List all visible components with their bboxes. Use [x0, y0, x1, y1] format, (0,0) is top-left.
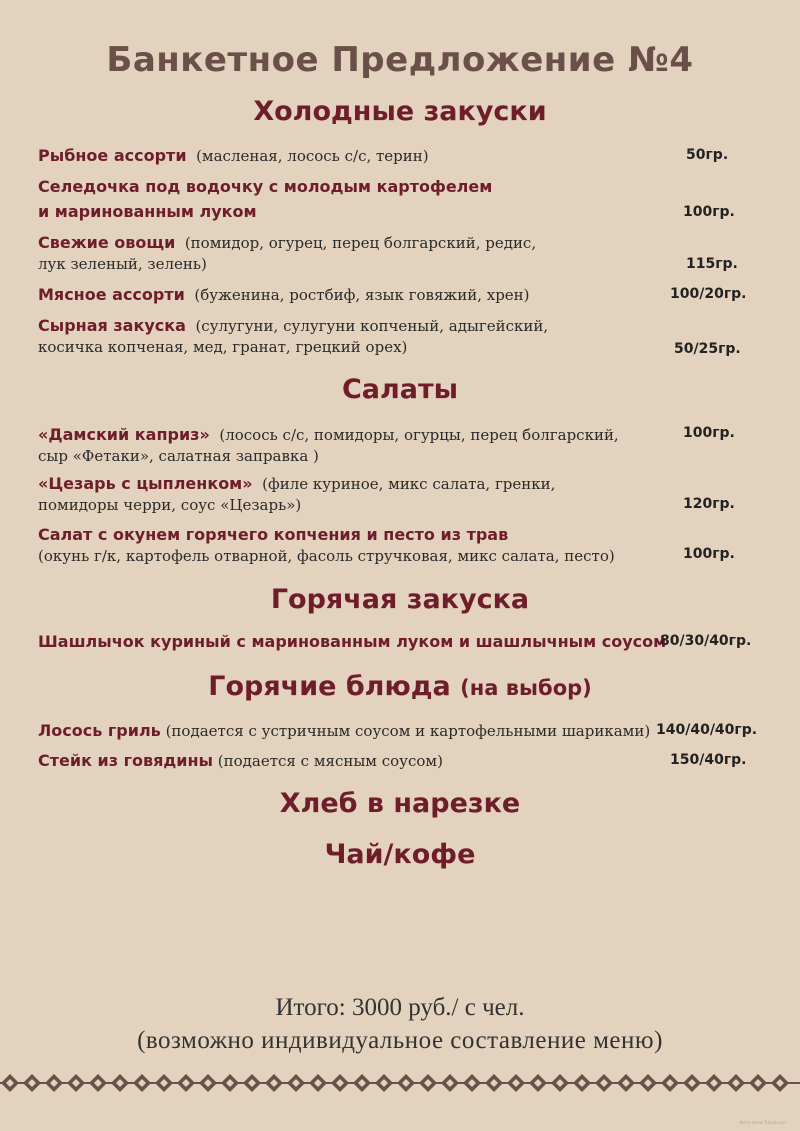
- item-weight: 50/25гр.: [674, 341, 741, 357]
- item-description: (помидор, огурец, перец болгарский, редис,: [184, 234, 537, 252]
- section-heading-bread: Хлеб в нарезке: [279, 788, 521, 819]
- item-weight: 80/30/40гр.: [660, 633, 752, 649]
- item-weight: 115гр.: [686, 256, 738, 272]
- ornament-border: [0, 1073, 800, 1093]
- menu-item: [38, 720, 760, 742]
- menu-item: [38, 631, 760, 653]
- item-weight: 150/40гр.: [670, 752, 747, 768]
- menu-item: [38, 315, 760, 358]
- item-description-continued: помидоры черри, соус «Цезарь»): [38, 496, 302, 514]
- item-weight: 140/40/40гр.: [656, 722, 758, 738]
- section-heading-drinks: Чай/кофе: [324, 839, 476, 870]
- item-description: (подается с устричным соусом и картофельными шариками): [165, 722, 651, 740]
- item-name: Сырная закуска: [38, 316, 186, 335]
- item-weight: 100гр.: [683, 204, 735, 220]
- item-name: «Дамский каприз»: [38, 425, 210, 444]
- menu-title: Банкетное Предложение №4: [106, 40, 694, 80]
- item-description: (масленая, лосось с/с, терин): [196, 147, 429, 165]
- item-name: Селедочка под водочку с молодым картофелем: [38, 177, 493, 196]
- item-name: Свежие овощи: [38, 233, 176, 252]
- menu-item: [38, 145, 760, 167]
- item-description: (окунь г/к, картофель отварной, фасоль стручковая, микс салата, песто): [38, 547, 615, 565]
- section-heading-hot-dishes: [0, 671, 800, 702]
- menu-item: [38, 284, 760, 306]
- price-total: Итого: 3000 руб./ с чел.: [275, 994, 525, 1021]
- menu-item: [38, 232, 760, 275]
- item-weight: 100/20гр.: [670, 286, 747, 302]
- item-name: Салат с окунем горячего копчения и песто из трав: [38, 525, 509, 544]
- section-note: (на выбор): [460, 676, 592, 700]
- menu-item: [38, 750, 760, 772]
- section-heading-cold: Холодные закуски: [253, 96, 547, 127]
- photo-credit: Фото меню Tripadvisor: [739, 1120, 786, 1125]
- item-name: Шашлычок куриный с маринованным луком и шашлычным соусом: [38, 632, 667, 651]
- menu-item: [38, 473, 760, 516]
- section-title: Горячие блюда: [208, 671, 451, 702]
- item-description: (сулугуни, сулугуни копченый, адыгейский,: [195, 317, 549, 335]
- item-description-continued: косичка копченая, мед, гранат, грецкий орех): [38, 338, 408, 356]
- price-note: (возможно индивидуальное составление меню): [137, 1027, 663, 1054]
- item-name: Рыбное ассорти: [38, 146, 187, 165]
- item-description: (лосось с/с, помидоры, огурцы, перец болгарский,: [219, 426, 619, 444]
- item-name: «Цезарь с цыпленком»: [38, 474, 253, 493]
- menu-item: [38, 524, 760, 567]
- item-description: (филе куриное, микс салата, гренки,: [262, 475, 556, 493]
- item-weight: 120гр.: [683, 496, 735, 512]
- menu-item: [38, 424, 760, 467]
- section-heading-salads: Салаты: [341, 374, 459, 405]
- item-name: Лосось гриль: [38, 721, 161, 740]
- item-weight: 50гр.: [686, 147, 729, 163]
- item-name: Мясное ассорти: [38, 285, 185, 304]
- item-name: Стейк из говядины: [38, 751, 213, 770]
- ornament-pattern: [0, 1074, 800, 1092]
- item-description: (подается с мясным соусом): [217, 752, 443, 770]
- item-weight: 100гр.: [683, 425, 735, 441]
- item-description: (буженина, ростбиф, язык говяжий, хрен): [194, 286, 530, 304]
- item-description-continued: лук зеленый, зелень): [38, 255, 207, 273]
- menu-item: [38, 176, 760, 223]
- item-weight: 100гр.: [683, 546, 735, 562]
- item-name-continued: и маринованным луком: [38, 202, 257, 221]
- item-description-continued: сыр «Фетаки», салатная заправка ): [38, 447, 319, 465]
- section-heading-hot-snack: Горячая закуска: [270, 584, 530, 615]
